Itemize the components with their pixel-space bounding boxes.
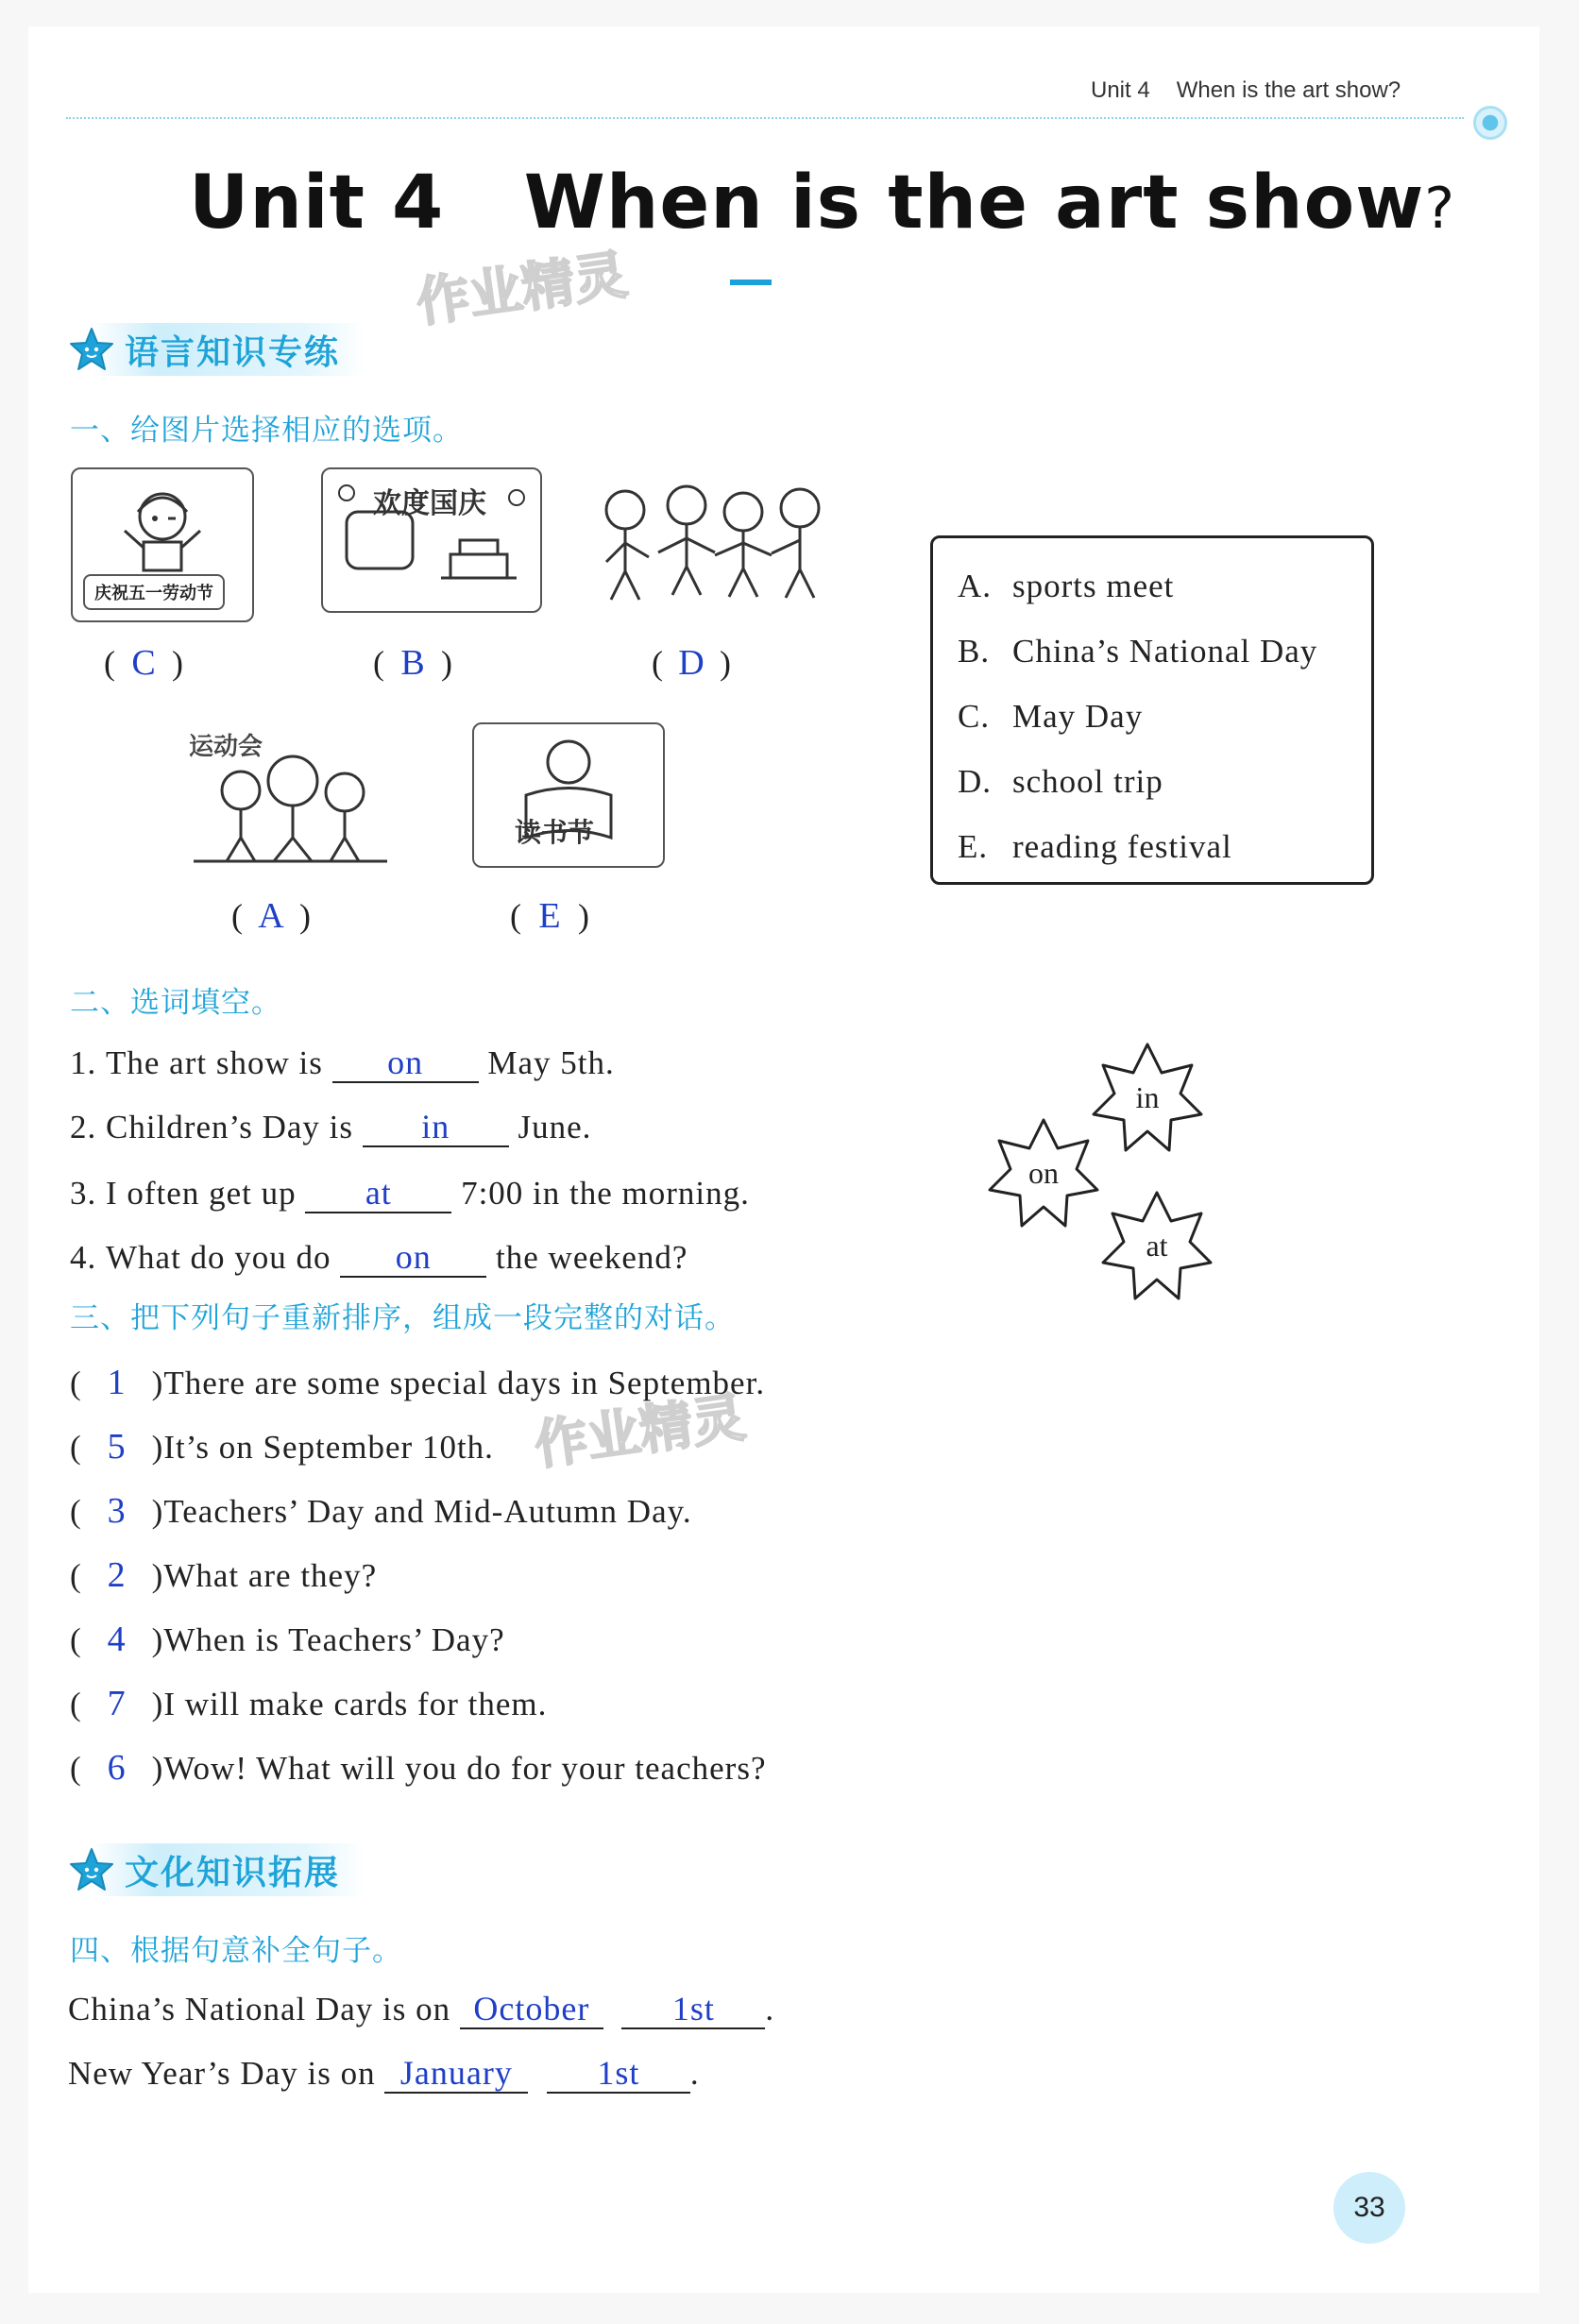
blank: [384, 2055, 528, 2094]
order-item-6: ( 7 )I will make cards for them.: [70, 1684, 548, 1723]
watermark: 作业精灵: [413, 244, 632, 335]
word-star-at: [1095, 1185, 1218, 1308]
part4-heading: 四、根据句意补全句子。: [70, 1934, 402, 1968]
item-before: I often get up: [106, 1175, 297, 1212]
item-after: May 5th.: [487, 1044, 615, 1081]
star-icon: [68, 326, 115, 373]
blank-answer: 1st: [597, 2054, 640, 2092]
blank-answer: January: [399, 2054, 513, 2092]
order-item-7: ( 6 )Wow! What will you do for your teachers?: [70, 1748, 767, 1788]
order-item-1: ( 1 )There are some special days in September.: [70, 1363, 766, 1402]
item-number: 2.: [70, 1109, 97, 1145]
blank: [621, 1991, 765, 2029]
option-text: school trip: [1012, 763, 1163, 800]
item-number: 1.: [70, 1044, 97, 1081]
order-item-5: ( 4 )When is Teachers’ Day?: [70, 1620, 505, 1659]
fill-item-2: [70, 1109, 591, 1147]
blank-answer: on: [395, 1238, 432, 1276]
picture-reading-festival-caption: 读书节: [515, 817, 595, 848]
order-answer: 4: [107, 1620, 127, 1659]
option-text: May Day: [1012, 698, 1144, 735]
blank: [547, 2055, 690, 2094]
option-a: [958, 553, 1371, 619]
word-star-label: at: [1146, 1229, 1168, 1263]
part2-heading: 二、选词填空。: [70, 986, 281, 1020]
option-letter: C.: [958, 698, 991, 735]
part3-heading: 三、把下列句子重新排序，组成一段完整的对话。: [70, 1301, 735, 1335]
title-dash: [730, 280, 772, 285]
option-b: [958, 619, 1371, 684]
answer-1: C: [131, 643, 156, 683]
order-text: I will make cards for them.: [163, 1686, 548, 1722]
blank: [332, 1044, 479, 1083]
word-star-label: on: [1028, 1156, 1059, 1190]
title-text: When is the art show: [523, 161, 1425, 246]
option-d: [958, 749, 1371, 814]
title-question-mark: ?: [1424, 176, 1456, 242]
part1-heading: 一、给图片选择相应的选项。: [70, 414, 463, 448]
item-after: 7:00 in the morning.: [461, 1175, 750, 1212]
option-letter: A.: [958, 568, 993, 604]
answer-paren-3: ( D ): [652, 643, 731, 683]
order-text: What are they?: [163, 1557, 378, 1594]
answer-2: B: [400, 643, 425, 683]
blank: [340, 1239, 486, 1278]
blank-answer: 1st: [671, 1990, 715, 2027]
option-e: [958, 814, 1371, 879]
item-number: 4.: [70, 1239, 97, 1276]
word-star-label: in: [1135, 1080, 1160, 1114]
section-banner-text: 文化知识拓展: [125, 1853, 341, 1892]
order-item-4: ( 2 )What are they?: [70, 1555, 378, 1595]
blank: [363, 1109, 509, 1147]
option-text: reading festival: [1012, 828, 1232, 865]
blank-answer: on: [387, 1043, 424, 1081]
picture-school-trip: [578, 467, 841, 613]
order-answer: 1: [107, 1363, 127, 1402]
blank: [305, 1175, 451, 1213]
order-answer: 5: [107, 1427, 127, 1467]
blank-answer: October: [473, 1990, 590, 2027]
option-letter: D.: [958, 763, 993, 800]
complete-before: China’s National Day is on: [68, 1991, 451, 2027]
options-box: [930, 535, 1374, 885]
option-c: [958, 684, 1371, 749]
picture-may-day-caption: 庆祝五一劳动节: [83, 574, 225, 610]
section-banner-language: [68, 323, 365, 376]
item-before: Children’s Day is: [106, 1109, 353, 1145]
fill-item-3: [70, 1175, 750, 1213]
item-before: The art show is: [106, 1044, 323, 1081]
order-item-3: ( 3 )Teachers’ Day and Mid-Autumn Day.: [70, 1491, 692, 1531]
word-star-on: [982, 1112, 1105, 1235]
complete-after: .: [689, 2055, 700, 2092]
order-answer: 7: [107, 1684, 127, 1723]
order-answer: 3: [107, 1491, 127, 1531]
header-dot-icon: [1473, 106, 1507, 140]
answer-5: E: [538, 896, 561, 936]
order-answer: 6: [107, 1748, 127, 1788]
complete-before: New Year’s Day is on: [68, 2055, 376, 2092]
order-item-2: ( 5 )It’s on September 10th.: [70, 1427, 494, 1467]
blank: [460, 1991, 603, 2029]
answer-4: A: [258, 896, 284, 936]
title-unit: Unit 4: [189, 161, 445, 246]
order-text: Wow! What will you do for your teachers?: [163, 1750, 767, 1787]
order-answer: 2: [107, 1555, 127, 1595]
order-text: There are some special days in September.: [163, 1365, 766, 1401]
children-illustration: [583, 472, 838, 609]
page-number: 33: [1333, 2172, 1405, 2244]
order-text: It’s on September 10th.: [163, 1429, 494, 1466]
order-text: Teachers’ Day and Mid-Autumn Day.: [163, 1493, 692, 1530]
complete-item-1: [68, 1991, 774, 2029]
fill-item-1: [70, 1044, 615, 1083]
star-icon: [68, 1846, 115, 1893]
blank-answer: in: [421, 1108, 450, 1145]
fill-item-4: [70, 1239, 688, 1278]
answer-paren-1: ( C ): [104, 643, 183, 683]
section-banner-culture: [68, 1843, 365, 1896]
option-text: China’s National Day: [1012, 633, 1318, 670]
option-letter: E.: [958, 828, 989, 865]
running-header-title: When is the art show?: [1176, 77, 1401, 103]
item-after: the weekend?: [496, 1239, 688, 1276]
running-header-unit: Unit 4: [1091, 77, 1150, 103]
order-text: When is Teachers’ Day?: [163, 1621, 505, 1658]
picture-sports-meet-caption: 运动会: [189, 733, 263, 761]
answer-paren-4: ( A ): [231, 896, 311, 936]
running-header: [1091, 77, 1401, 104]
section-banner-text: 语言知识专练: [125, 332, 341, 372]
option-text: sports meet: [1012, 568, 1175, 604]
item-before: What do you do: [106, 1239, 331, 1276]
complete-item-2: [68, 2055, 700, 2094]
option-letter: B.: [958, 633, 991, 670]
blank-answer: at: [365, 1174, 392, 1212]
item-number: 3.: [70, 1175, 97, 1212]
header-rule: [66, 117, 1464, 119]
watermark-2: 作业精灵: [531, 1386, 750, 1478]
page-title: [189, 161, 1455, 246]
answer-paren-5: ( E ): [510, 896, 589, 936]
answer-3: D: [678, 643, 705, 683]
complete-after: .: [765, 1991, 775, 2027]
picture-national-day-caption: 欢度国庆: [373, 487, 486, 520]
item-after: June.: [518, 1109, 592, 1145]
answer-paren-2: ( B ): [373, 643, 452, 683]
